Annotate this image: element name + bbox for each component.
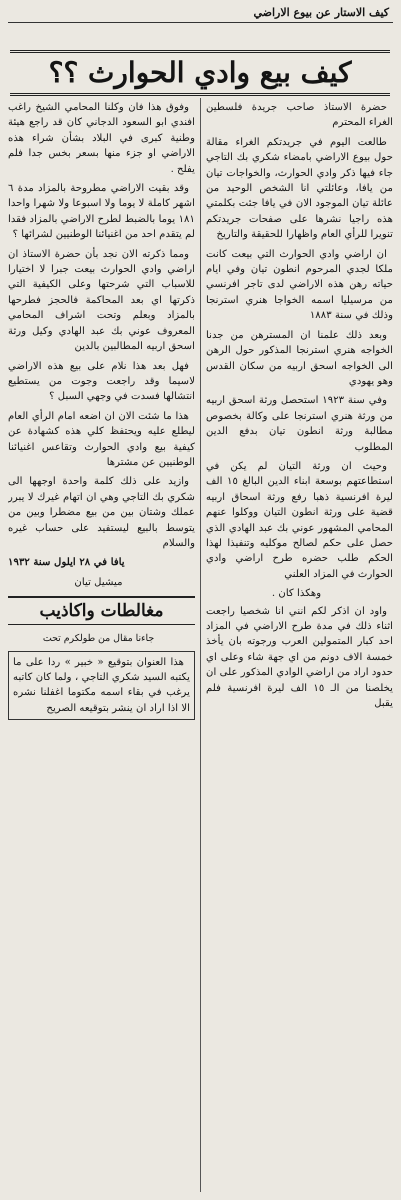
signature: ميشيل تيان (74, 576, 123, 588)
date-line: يافا في ٢٨ ايلول سنة ١٩٣٢ (8, 556, 125, 569)
paragraph: وازيد على ذلك كلمة واحدة اوجهها الى شكري بك التاجي وهي ان اتهام غيرك لا يبرر عملك وشتان بين من بيع مضطرا وبين من يتوسط بالبيع ليستفيد على حساب غيره والسلام (8, 476, 195, 549)
kicker: كيف الاستار عن بيوع الاراضي (253, 6, 389, 19)
paragraph: وهكذا كان . (271, 588, 322, 600)
paragraph: واود ان اذكر لكم انني انا شخصيا راجعت اثناء ذلك في مدة طرح الاراضي في المزاد احد كبار المتمولين العرب ورجوته بان يأخذ خمسة الاف دونم من اي جهة شاء وعلى اي حدود اراد من اراضي الوادي المذكور على ان يخلصنا من الـ ١٥ الف ليرة افرنسية فلم يقبل (206, 605, 393, 710)
paragraph: ان اراضي وادي الحوارث التي بيعت كانت ملكا لجدي المرحوم انطون تيان وفي ايام حياته رهن هذه الاراضي لدى تاجر افرنسي من مرسيليا اسمه الخواجا هنري استرنجا وذلك في سنة ١٨٨٣ (206, 248, 393, 322)
article-right-column (206, 100, 393, 1190)
section-intro: جاءنا مقال من طولكرم تحت (42, 633, 155, 645)
paragraph: حضرة الاستاذ صاحب جريدة فلسطين الغراء المحترم (206, 102, 393, 129)
paragraph: وقد بقيت الاراضي مطروحة بالمزاد مدة ٦ اشهر كاملة لا يوما ولا اسبوعا ولا شهرا واحدا ١٨١ يوما بالضبط لطرح الاراضي بالمزاد فقدا لم يتقدم احد من اغنيائنا الوطنيين لشرائها ؟ (8, 183, 195, 241)
paragraph: طالعت اليوم في جريدتكم الغراء مقالة حول بيوع الاراضي بامضاء شكري بك التاجي جاء فيها ذكر وادي الحوارث، والخواجات تيان من يافا، وعائلتي انا الشخص الوحيد من عائلة تيان الموجود الان في يافا جئت بكلمتي هذه راجيا نشرها على صفحات جريدتكم تنويرا للرأي العام واظهارا للحقيقة والتاريخ (206, 136, 393, 241)
article-left-column (8, 100, 195, 1190)
section-title: مغالطات واكاذيب (8, 596, 195, 625)
headline: كيف بيع وادي الحوارث ؟؟ (10, 50, 390, 96)
section-body: هذا العنوان بتوقيع « خبير » ردا على ما يكتبه السيد شكري التاجي ، ولما كان كاتبه يرغب في بقاء اسمه مكتوما اغفلنا نشره الا اذا اراد ان ينشر بتوقيعه الصريح (8, 651, 195, 721)
paragraph: وبعد ذلك علمنا ان المسترهن من جدنا الخواجه هنري استرنجا المذكور حول الرهن الى الخواجه اسحق اربيه من سكان القدس وهو يهودي (206, 329, 393, 387)
paragraph: هذا ما شئت الان ان اضعه امام الرأي العام ليطلع عليه ويحتفظ كلي هذه كشهادة عن كيفية بيع وادي الحوارث وتقاعس اغنيائنا الوطنيين عن مشترها (8, 410, 195, 468)
column-divider (200, 98, 201, 1192)
paragraph: وفوق هذا فان وكلنا المحامي الشيخ راغب افندي ابو السعود الدجاني كان قد راجع هيئة وطنية كبرى في البلاد بشأن شراء هذه الاراضي او جزء منها بسعر بخس جدا فلم يفلح . (8, 102, 195, 175)
kicker-rule (8, 22, 393, 23)
paragraph: فهل بعد هذا نلام على بيع هذه الاراضي لاسيما وقد راجعت وجوت من يستطيع انتشالها فسدت في وجهي السبل ؟ (8, 360, 195, 403)
paragraph: وفي سنة ١٩٢٣ استحصل ورثة اسحق اربيه من ورثة هنري استرنجا على وكالة بخصوص مطالبة ورثة انطون تيان بدفع الدين المطلوب (206, 395, 393, 453)
paragraph: ومما ذكرته الان نجد بأن حضرة الاستاذ ان اراضي وادي الحوارث بيعت جبرا لا اختيارا للاسباب التي شرحتها وعلى الكيفية التي ذكرتها اي بعد المحاكمة فالحجز فطرحها بالمزاد وبعلم وتحت اشراف المحامي المعروف عوني بك عبد الهادي وكيل ورثة اسحق اربيه المطالبين بالدين (8, 248, 195, 353)
paragraph: وحيث ان ورثة التيان لم يكن في استطاعتهم بوسعة ابناء الدين البالغ ١٥ الف ليرة افرنسية ذهبا رفع ورثة اسحاق اربيه قضية على ورثة انطون التيان ووكلوا عنهم المحامي المشهور عوني بك عبد الهادي الذي حصل على حكم لصالح موكليه وتنفيذا لهذا الحكم طلب حضره طرح اراضي وادي الحوارث في المزاد العلني (206, 460, 393, 580)
